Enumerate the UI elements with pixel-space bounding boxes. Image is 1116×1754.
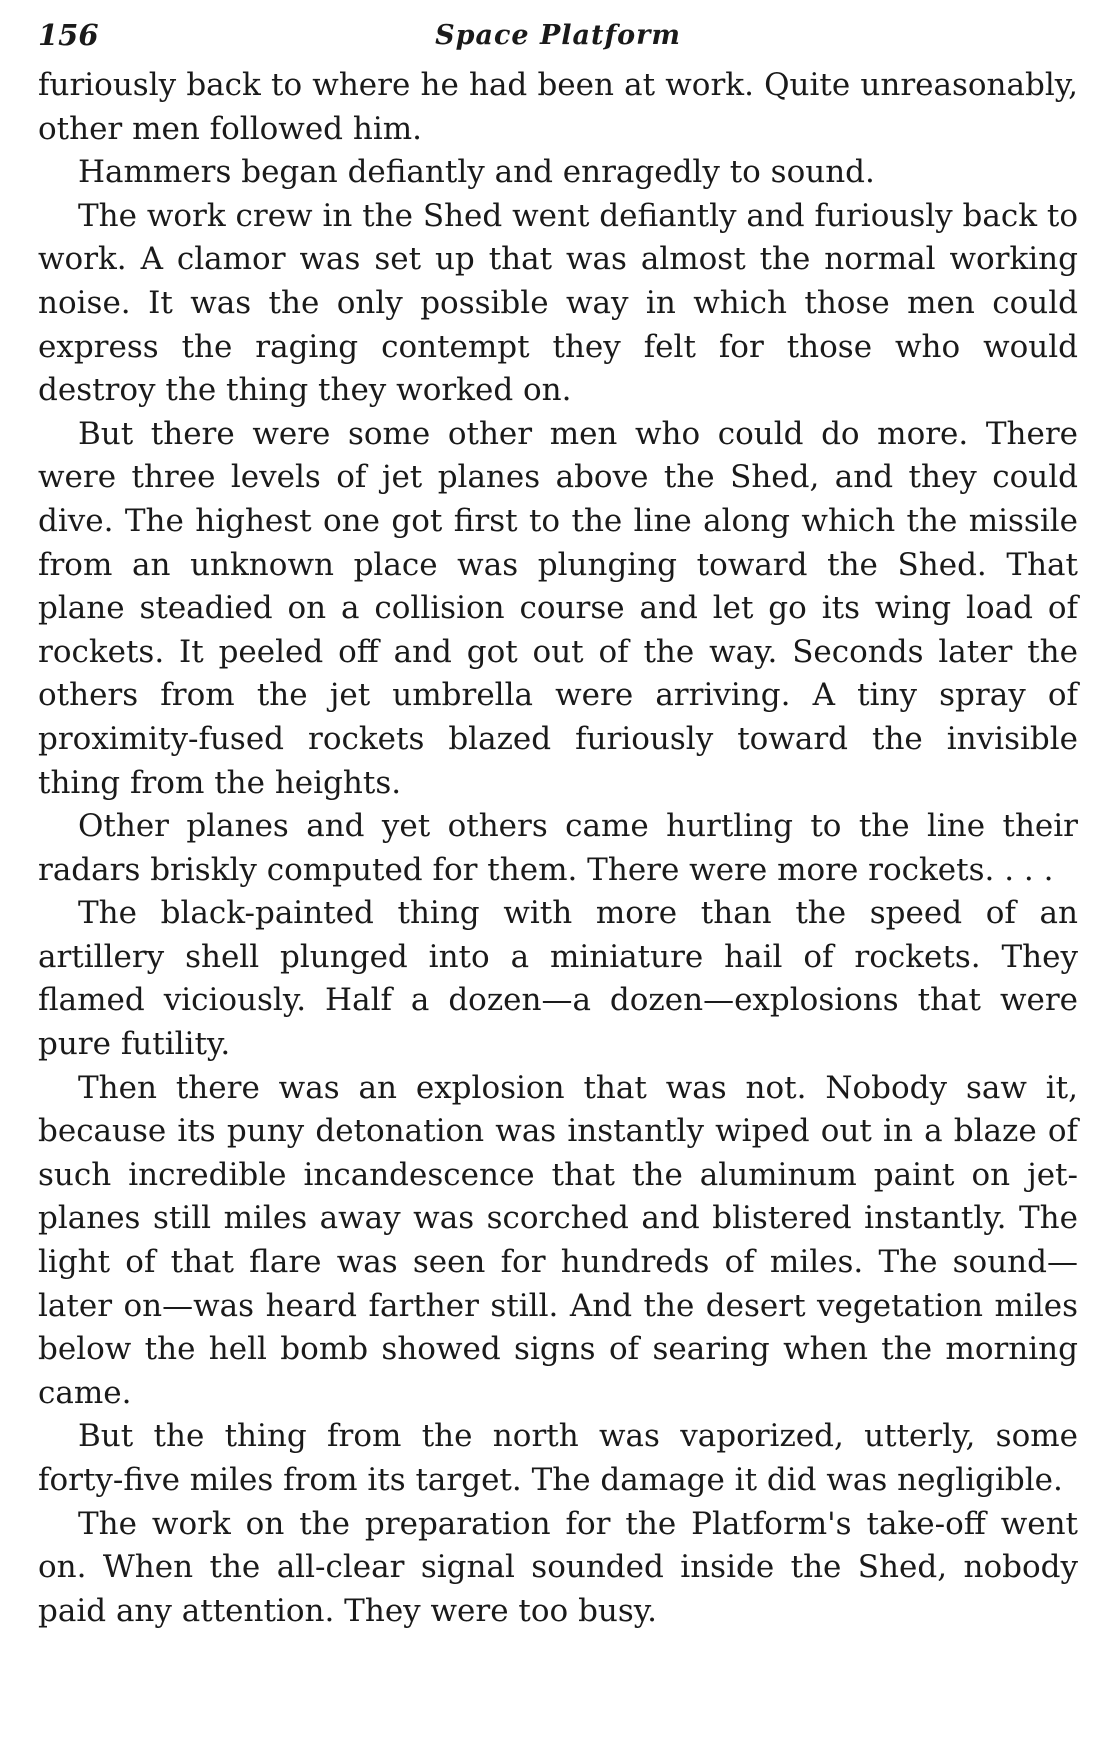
book-page <box>38 12 1078 1742</box>
paragraph: But the thing from the north was vaporized, utterly, some forty-five miles from its target. The damage it did was negligible. <box>38 1418 1078 1498</box>
paragraph: Hammers began defiantly and enragedly to sound. <box>78 154 875 191</box>
paragraph: The work crew in the Shed went defiantly and furiously back to work. A clamor was set up that was almost the normal working noise. It was the only possible way in which those men could express the raging contempt they felt for those who would destroy the thing they worked on. <box>38 197 1078 409</box>
page-number: 156 <box>38 18 99 52</box>
paragraph: The black-painted thing with more than the speed of an artillery shell plunged into a miniature hail of rockets. They flamed viciously. Half a dozen—a dozen—explosions that were pure futility. <box>38 895 1078 1063</box>
paragraph: Then there was an explosion that was not. Nobody saw it, because its puny detonation was instantly wiped out in a blaze of such incredible incandescence that the aluminum paint on jet-planes still miles away was scorched and blistered instantly. The light of that flare was seen for hundreds of miles. The sound—later on—was heard farther still. And the desert vegetation miles below the hell bomb showed signs of searing when the morning came. <box>38 1069 1078 1411</box>
running-head <box>38 12 1078 64</box>
book-title: Space Platform <box>435 20 681 51</box>
paragraph: But there were some other men who could do more. There were three levels of jet planes above the Shed, and they could dive. The highest one got first to the line along which the missile from an unknown place was plunging toward the Shed. That plane steadied on a collision course and let go its wing load of rockets. It peeled off and got out of the way. Seconds later the others from the jet umbrella were arriving. A tiny spray of proximity-fused rockets blazed furiously toward the invisible thing from the heights. <box>38 415 1078 801</box>
paragraph: The work on the preparation for the Platform's take-off went on. When the all-clear signal sounded inside the Shed, nobody paid any attention. They were too busy. <box>38 1505 1078 1629</box>
body-text <box>38 64 1078 1633</box>
paragraph: Other planes and yet others came hurtling to the line their radars briskly computed for them. There were more rockets. . . . <box>38 808 1078 888</box>
paragraph: furiously back to where he had been at work. Quite unreasonably, other men followed him. <box>38 67 1078 147</box>
